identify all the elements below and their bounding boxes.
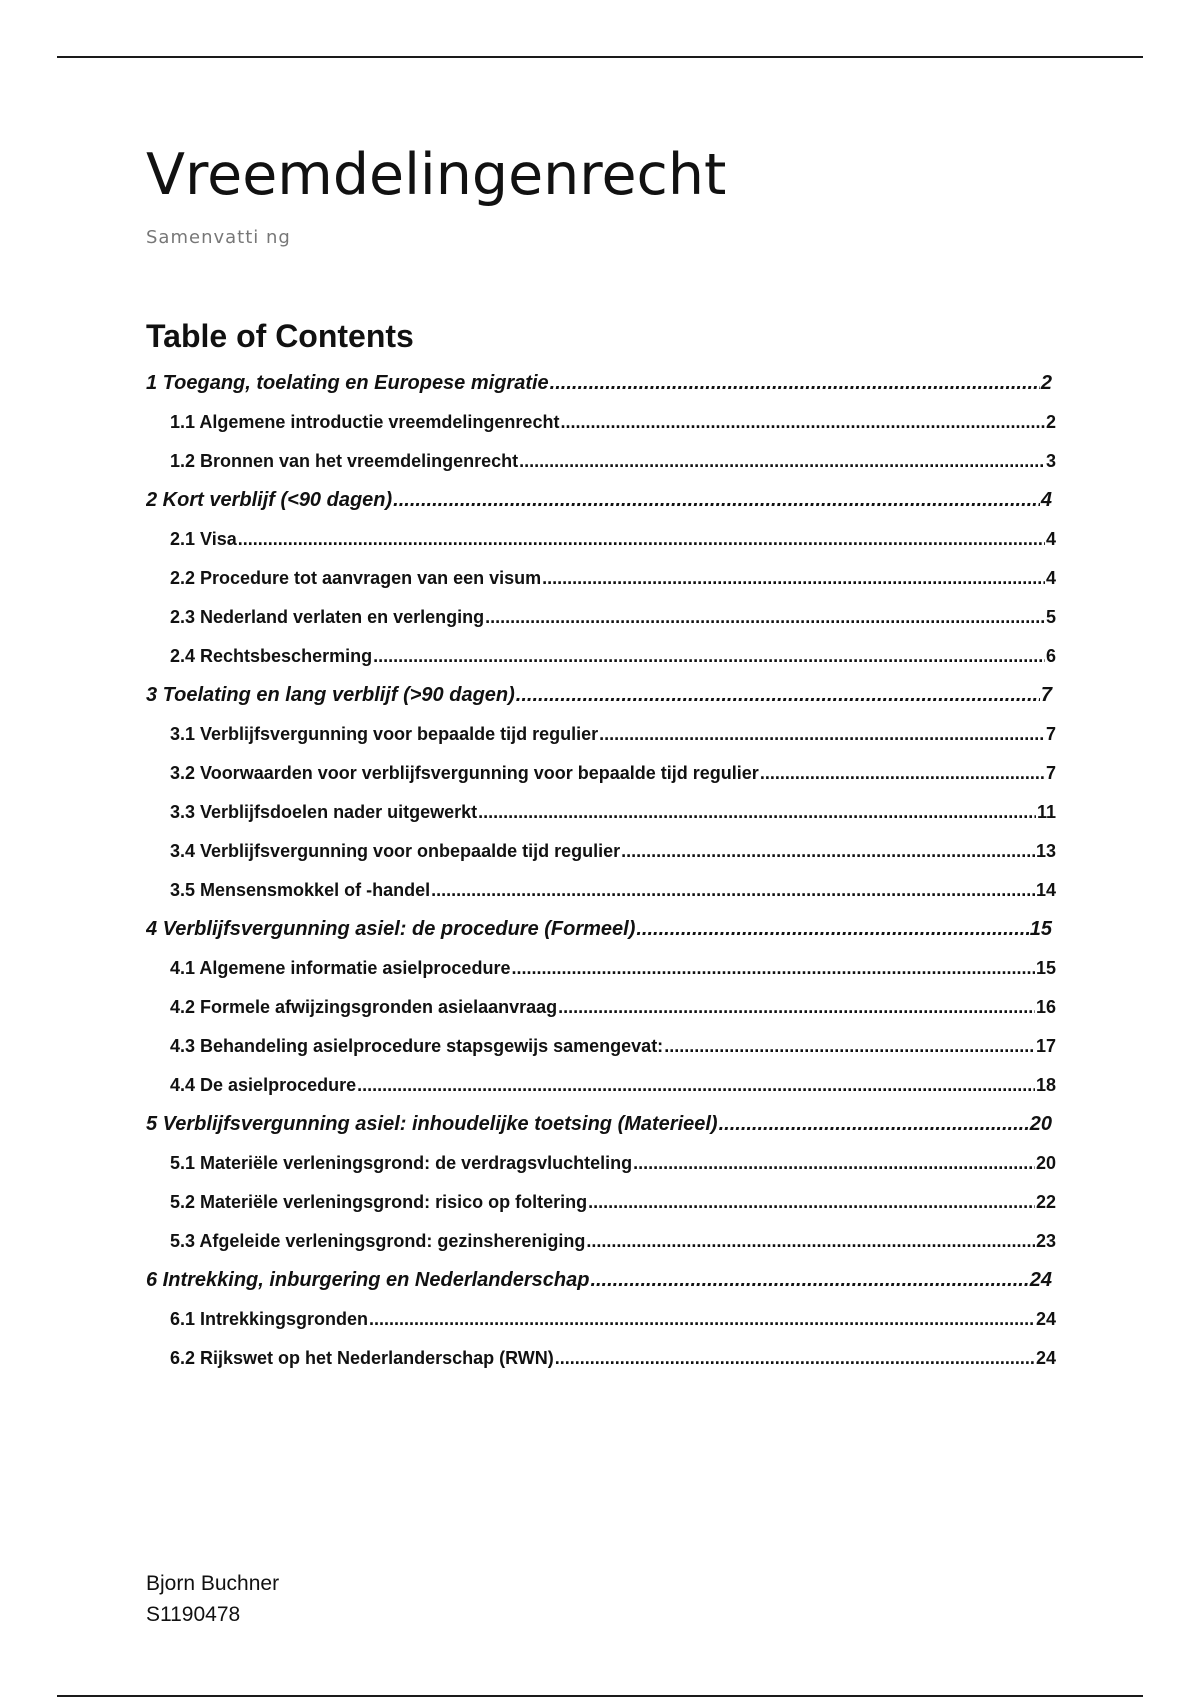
toc-entry-title: 6.2 Rijkswet op het Nederlanderschap (RWN)	[170, 1348, 554, 1368]
toc-section-entry[interactable]	[146, 1339, 1056, 1378]
toc-entry-title: 1.2 Bronnen van het vreemdelingenrecht	[170, 451, 519, 471]
toc-dot-leader	[760, 754, 1045, 793]
toc-dot-leader	[588, 1183, 1035, 1222]
toc-page-number: 14	[1035, 880, 1056, 900]
toc-page-number: 6	[1045, 646, 1056, 666]
toc-page-number: 20	[1029, 1113, 1052, 1135]
toc-page-number: 4	[1040, 489, 1052, 511]
toc-page-number: 11	[1036, 802, 1056, 822]
toc-dot-leader	[664, 1027, 1035, 1066]
toc-entry-title: 3.5 Mensensmokkel of -handel	[170, 880, 431, 900]
toc-dot-leader	[511, 949, 1035, 988]
toc-section-entry[interactable]	[146, 715, 1056, 754]
toc-entry-title: 3 Toelating en lang verblijf (>90 dagen)	[146, 684, 515, 706]
toc-entry-title: 4.3 Behandeling asielprocedure stapsgewijs samengevat:	[170, 1036, 664, 1056]
toc-page-number: 4	[1045, 568, 1056, 588]
toc-dot-leader	[550, 364, 1040, 403]
toc-page-number: 20	[1035, 1153, 1056, 1173]
toc-page-number: 16	[1035, 997, 1056, 1017]
toc-section-entry[interactable]	[146, 1027, 1056, 1066]
toc-dot-leader	[519, 442, 1045, 481]
document-subtitle: Samenvatti ng	[146, 227, 291, 248]
toc-page-number: 4	[1045, 529, 1056, 549]
toc-entry-title: 3.1 Verblijfsvergunning voor bepaalde tijd regulier	[170, 724, 599, 744]
toc-chapter-entry[interactable]	[146, 364, 1056, 403]
toc-page-number: 2	[1045, 412, 1056, 432]
toc-section-entry[interactable]	[146, 754, 1056, 793]
toc-entry-title: 6.1 Intrekkingsgronden	[170, 1309, 369, 1329]
toc-chapter-entry[interactable]	[146, 481, 1056, 520]
toc-chapter-entry[interactable]	[146, 676, 1056, 715]
toc-dot-leader	[542, 559, 1045, 598]
toc-entry-title: 2.1 Visa	[170, 529, 237, 549]
toc-dot-leader	[357, 1066, 1035, 1105]
toc-section-entry[interactable]	[146, 520, 1056, 559]
toc-page-number: 5	[1045, 607, 1056, 627]
toc-page-number: 15	[1029, 918, 1052, 940]
toc-page-number: 7	[1040, 684, 1052, 706]
toc-chapter-entry[interactable]	[146, 1105, 1056, 1144]
toc-entry-title: 2.3 Nederland verlaten en verlenging	[170, 607, 485, 627]
toc-dot-leader	[431, 871, 1035, 910]
toc-dot-leader	[478, 793, 1036, 832]
toc-dot-leader	[555, 1339, 1035, 1378]
toc-dot-leader	[719, 1105, 1029, 1144]
toc-page-number: 24	[1029, 1269, 1052, 1291]
toc-dot-leader	[558, 988, 1035, 1027]
toc-dot-leader	[373, 637, 1045, 676]
toc-heading: Table of Contents	[146, 318, 414, 354]
toc-entry-title: 5.1 Materiële verleningsgrond: de verdragsvluchteling	[170, 1153, 633, 1173]
toc-dot-leader	[586, 1222, 1035, 1261]
toc-entry-title: 5.3 Afgeleide verleningsgrond: gezinshereniging	[170, 1231, 586, 1251]
toc-entry-title: 5.2 Materiële verleningsgrond: risico op foltering	[170, 1192, 588, 1212]
author-block	[146, 1568, 279, 1630]
toc-entry-title: 2.2 Procedure tot aanvragen van een visum	[170, 568, 542, 588]
toc-dot-leader	[599, 715, 1045, 754]
toc-page-number: 7	[1045, 724, 1056, 744]
toc-entry-title: 4.4 De asielprocedure	[170, 1075, 357, 1095]
toc-section-entry[interactable]	[146, 1183, 1056, 1222]
toc-section-entry[interactable]	[146, 949, 1056, 988]
toc-page-number: 3	[1045, 451, 1056, 471]
toc-page-number: 13	[1035, 841, 1056, 861]
toc-dot-leader	[238, 520, 1045, 559]
toc-section-entry[interactable]	[146, 559, 1056, 598]
toc-entry-title: 3.2 Voorwaarden voor verblijfsvergunning voor bepaalde tijd regulier	[170, 763, 759, 783]
top-rule	[57, 56, 1143, 58]
toc-section-entry[interactable]	[146, 832, 1056, 871]
toc-page-number: 24	[1035, 1348, 1056, 1368]
toc-page-number: 22	[1035, 1192, 1056, 1212]
toc-section-entry[interactable]	[146, 442, 1056, 481]
table-of-contents	[146, 364, 1056, 1378]
toc-section-entry[interactable]	[146, 403, 1056, 442]
author-name: Bjorn Buchner	[146, 1572, 280, 1595]
toc-section-entry[interactable]	[146, 793, 1056, 832]
toc-section-entry[interactable]	[146, 988, 1056, 1027]
toc-page-number: 24	[1035, 1309, 1056, 1329]
toc-section-entry[interactable]	[146, 1144, 1056, 1183]
toc-entry-title: 1.1 Algemene introductie vreemdelingenrecht	[170, 412, 560, 432]
toc-section-entry[interactable]	[146, 1222, 1056, 1261]
toc-page-number: 17	[1035, 1036, 1056, 1056]
toc-entry-title: 2.4 Rechtsbescherming	[170, 646, 373, 666]
toc-section-entry[interactable]	[146, 637, 1056, 676]
toc-page-number: 15	[1035, 958, 1056, 978]
toc-dot-leader	[633, 1144, 1035, 1183]
toc-entry-title: 5 Verblijfsvergunning asiel: inhoudelijke toetsing (Materieel)	[146, 1113, 718, 1135]
toc-entry-title: 2 Kort verblijf (<90 dagen)	[146, 489, 393, 511]
toc-dot-leader	[621, 832, 1035, 871]
toc-entry-title: 4.2 Formele afwijzingsgronden asielaanvraag	[170, 997, 558, 1017]
toc-entry-title: 4 Verblijfsvergunning asiel: de procedure (Formeel)	[146, 918, 636, 940]
toc-page-number: 7	[1045, 763, 1056, 783]
toc-dot-leader	[485, 598, 1045, 637]
toc-entry-title: 6 Intrekking, inburgering en Nederlanderschap	[146, 1269, 590, 1291]
toc-entry-title: 1 Toegang, toelating en Europese migratie	[146, 372, 549, 394]
toc-dot-leader	[393, 481, 1040, 520]
toc-entry-title: 3.4 Verblijfsvergunning voor onbepaalde tijd regulier	[170, 841, 621, 861]
toc-section-entry[interactable]	[146, 1066, 1056, 1105]
toc-dot-leader	[636, 910, 1028, 949]
toc-entry-title: 4.1 Algemene informatie asielprocedure	[170, 958, 511, 978]
toc-section-entry[interactable]	[146, 598, 1056, 637]
toc-page-number: 2	[1040, 372, 1052, 394]
student-number: S1190478	[146, 1603, 241, 1626]
toc-page-number: 18	[1035, 1075, 1056, 1095]
toc-chapter-entry[interactable]	[146, 1261, 1056, 1300]
toc-section-entry[interactable]	[146, 1300, 1056, 1339]
document-title: Vreemdelingenrecht	[146, 142, 727, 208]
bottom-rule	[57, 1695, 1143, 1697]
toc-section-entry[interactable]	[146, 871, 1056, 910]
toc-chapter-entry[interactable]	[146, 910, 1056, 949]
toc-entry-title: 3.3 Verblijfsdoelen nader uitgewerkt	[170, 802, 478, 822]
toc-dot-leader	[516, 676, 1040, 715]
toc-dot-leader	[369, 1300, 1035, 1339]
toc-dot-leader	[560, 403, 1045, 442]
toc-page-number: 23	[1035, 1231, 1056, 1251]
toc-dot-leader	[590, 1261, 1028, 1300]
